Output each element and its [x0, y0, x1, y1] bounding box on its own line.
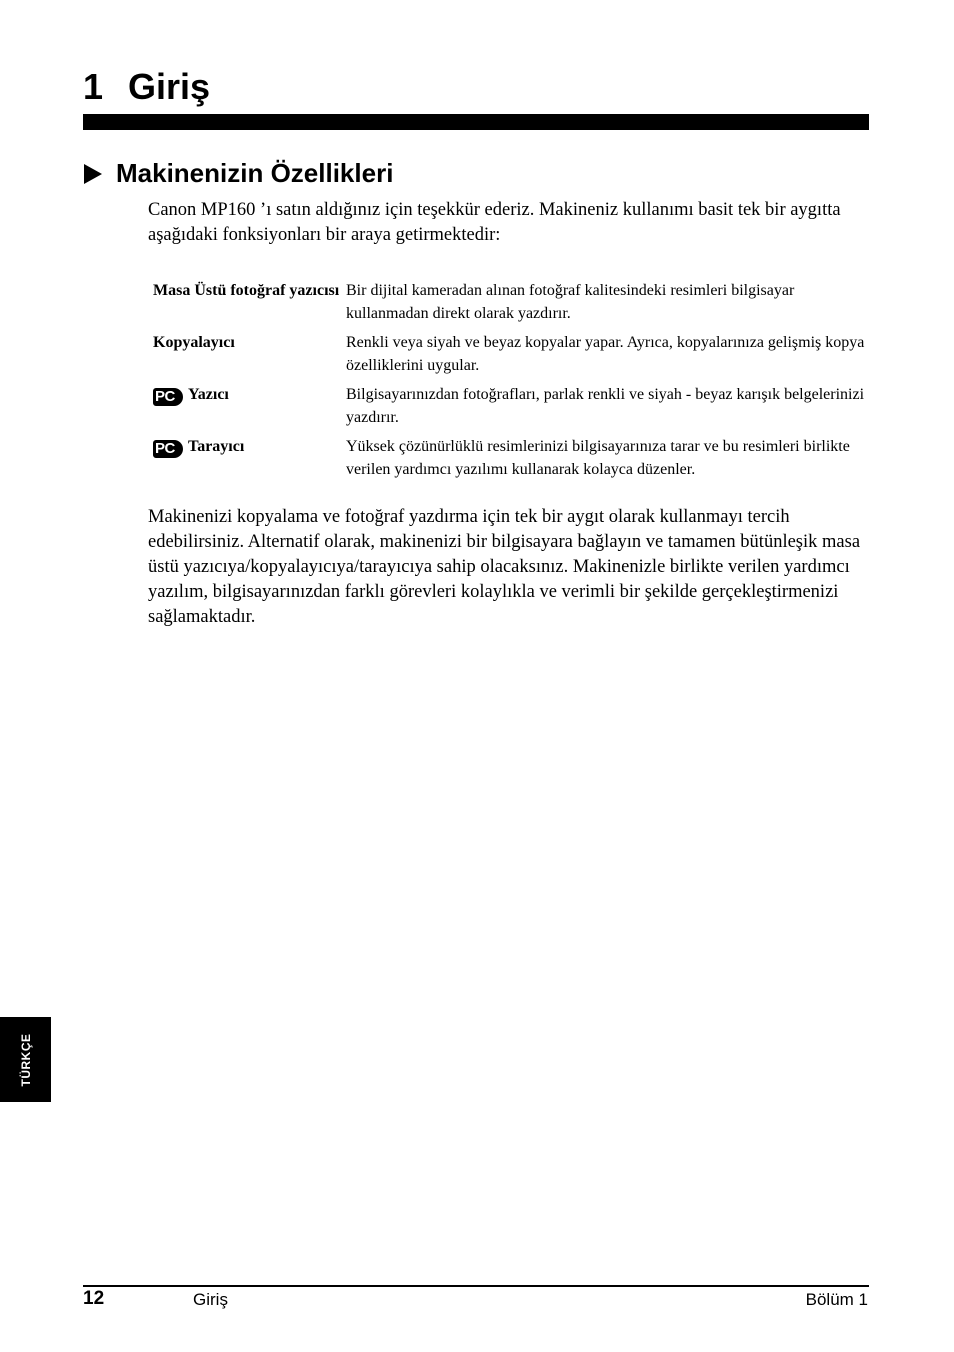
feature-row: [148, 383, 870, 435]
features-table: [148, 279, 870, 487]
feature-description: Bilgisayarınızdan fotoğrafları, parlak renkli ve siyah - beyaz karışık belgelerinizi yazdırır.: [346, 386, 865, 426]
chapter-number: 1: [83, 66, 104, 107]
chapter-title: [83, 62, 210, 112]
feature-name: [148, 383, 346, 435]
feature-name-text: Yazıcı: [188, 386, 229, 403]
feature-description: Renkli veya siyah ve beyaz kopyalar yapar. Ayrıca, kopyalarınıza gelişmiş kopya özelliklerini uygular.: [346, 334, 865, 374]
intro-paragraph: Canon MP160 ’ı satın aldığınız için teşekkür ederiz. Makineniz kullanımı basit tek bir aygıtta aşağıdaki fonksiyonları bir araya getirmektedir:: [148, 200, 841, 245]
feature-name: [148, 279, 346, 331]
page-number: 12: [83, 1288, 105, 1309]
feature-row: [148, 331, 870, 383]
pc-icon: PC: [153, 388, 183, 406]
chapter-title-text: Giriş: [128, 66, 211, 107]
feature-name: [148, 435, 346, 487]
feature-row: [148, 435, 870, 487]
section-title: [84, 156, 393, 190]
chapter-rule: [83, 114, 869, 130]
feature-description: Yüksek çözünürlüklü resimlerinizi bilgisayarınıza tarar ve bu resimleri birlikte verilen yardımcı yazılımı kullanarak kolayca düzenler.: [346, 438, 850, 478]
language-side-tab: [0, 1017, 51, 1102]
feature-row: [148, 279, 870, 331]
footer-section-name: Giriş: [193, 1290, 228, 1309]
section-title-text: Makinenizin Özellikleri: [116, 158, 394, 188]
footer-chapter-label: Bölüm 1: [805, 1290, 868, 1309]
language-tab-label: TÜRKÇE: [18, 1033, 33, 1086]
feature-name: [148, 331, 346, 383]
feature-name-text: Kopyalayıcı: [153, 334, 235, 351]
footer-rule: [83, 1285, 869, 1287]
pc-icon: PC: [153, 440, 183, 458]
body-paragraph: Makinenizi kopyalama ve fotoğraf yazdırma için tek bir aygıt olarak kullanmayı tercih edebilirsiniz. Alternatif olarak, makinenizi bir bilgisayara bağlayın ve tamamen bütünleşik masa üstü yazıcıya/kopyalayıcıya/tarayıcıya sahip olacaksınız. Makinenizle birlikte verilen yardımcı yazılım, bilgisayarınızdan farklı görevleri kolaylıkla ve verimli bir şekilde gerçekleştirmenizi sağlamaktadır.: [148, 507, 861, 627]
feature-name-text: Tarayıcı: [188, 438, 245, 455]
feature-description: Bir dijital kameradan alınan fotoğraf kalitesindeki resimleri bilgisayar kullanmadan direkt olarak yazdırır.: [346, 282, 795, 322]
feature-name-text: Masa Üstü fotoğraf yazıcısı: [153, 282, 340, 299]
section-arrow-icon: [84, 164, 102, 184]
